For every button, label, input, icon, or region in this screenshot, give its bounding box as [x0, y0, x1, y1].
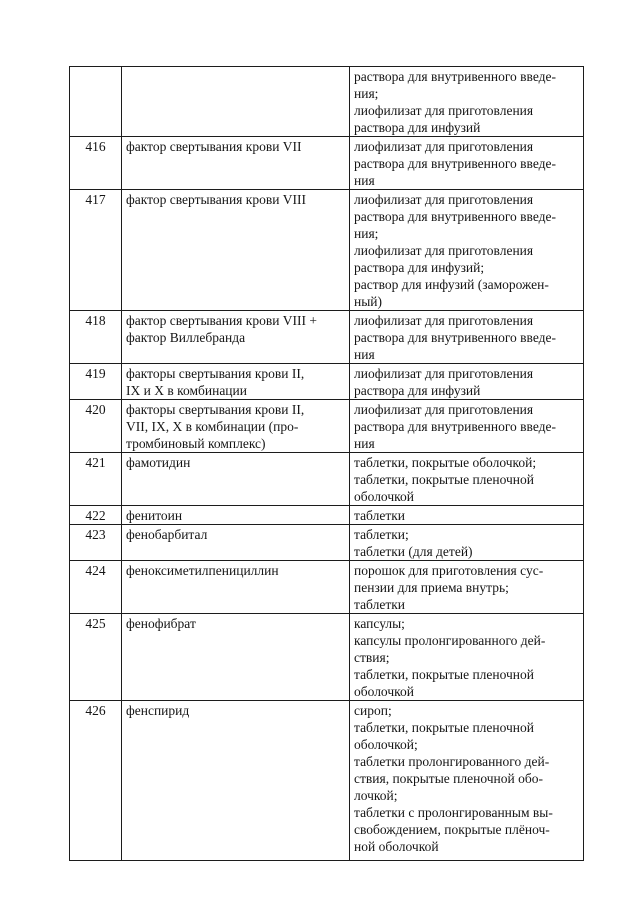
- dosage-forms: раствора для внутривенного введе- ния; лиофилизат для приготовления раствора для инфузий: [350, 67, 584, 137]
- dosage-forms: лиофилизат для приготовления раствора для инфузий: [350, 364, 584, 400]
- drug-name: феноксиметилпенициллин: [122, 561, 350, 614]
- drug-name: факторы свертывания крови II, VII, IX, X в комбинации (про- тромбиновый комплекс): [122, 400, 350, 453]
- dosage-forms: лиофилизат для приготовления раствора для внутривенного введе- ния: [350, 311, 584, 364]
- drug-name: фенитоин: [122, 506, 350, 525]
- dosage-forms: таблетки: [350, 506, 584, 525]
- row-number: 424: [70, 561, 122, 614]
- table-row: [70, 364, 584, 400]
- row-number: 421: [70, 453, 122, 506]
- drug-name: фамотидин: [122, 453, 350, 506]
- drug-list-table: [69, 66, 584, 861]
- drug-name: фактор свертывания крови VIII: [122, 190, 350, 311]
- table-row: [70, 506, 584, 525]
- dosage-forms: лиофилизат для приготовления раствора для внутривенного введе- ния: [350, 400, 584, 453]
- dosage-forms: порошок для приготовления сус- пензии для приема внутрь; таблетки: [350, 561, 584, 614]
- table-row: [70, 400, 584, 453]
- row-number: 426: [70, 701, 122, 861]
- dosage-forms: сироп; таблетки, покрытые пленочной оболочкой; таблетки пролонгированного дей- ствия, покрытые пленочной обо- лочкой; таблетки с пролонгированным вы- свобождением, покрытые плёноч- ной оболочкой: [350, 701, 584, 861]
- row-number: 417: [70, 190, 122, 311]
- row-number: 423: [70, 525, 122, 561]
- row-number: 419: [70, 364, 122, 400]
- table-row: [70, 614, 584, 701]
- row-number: 418: [70, 311, 122, 364]
- drug-name: фенофибрат: [122, 614, 350, 701]
- dosage-forms: таблетки, покрытые оболочкой; таблетки, покрытые пленочной оболочкой: [350, 453, 584, 506]
- row-number: [70, 67, 122, 137]
- table-row: [70, 525, 584, 561]
- drug-name: факторы свертывания крови II, IX и X в комбинации: [122, 364, 350, 400]
- row-number: 425: [70, 614, 122, 701]
- table-row: [70, 137, 584, 190]
- dosage-forms: лиофилизат для приготовления раствора для внутривенного введе- ния: [350, 137, 584, 190]
- drug-name: фактор свертывания крови VIII + фактор Виллебранда: [122, 311, 350, 364]
- dosage-forms: таблетки; таблетки (для детей): [350, 525, 584, 561]
- table-row: [70, 701, 584, 861]
- table-row: [70, 311, 584, 364]
- table-row: [70, 67, 584, 137]
- row-number: 416: [70, 137, 122, 190]
- drug-name: фенспирид: [122, 701, 350, 861]
- table-row: [70, 561, 584, 614]
- dosage-forms: капсулы; капсулы пролонгированного дей- ствия; таблетки, покрытые пленочной оболочкой: [350, 614, 584, 701]
- drug-list-body: [70, 67, 584, 861]
- drug-name: фактор свертывания крови VII: [122, 137, 350, 190]
- drug-name: фенобарбитал: [122, 525, 350, 561]
- row-number: 422: [70, 506, 122, 525]
- table-row: [70, 453, 584, 506]
- table-row: [70, 190, 584, 311]
- drug-name: [122, 67, 350, 137]
- dosage-forms: лиофилизат для приготовления раствора для внутривенного введе- ния; лиофилизат для приготовления раствора для инфузий; раствор для инфузий (заморожен- ный): [350, 190, 584, 311]
- row-number: 420: [70, 400, 122, 453]
